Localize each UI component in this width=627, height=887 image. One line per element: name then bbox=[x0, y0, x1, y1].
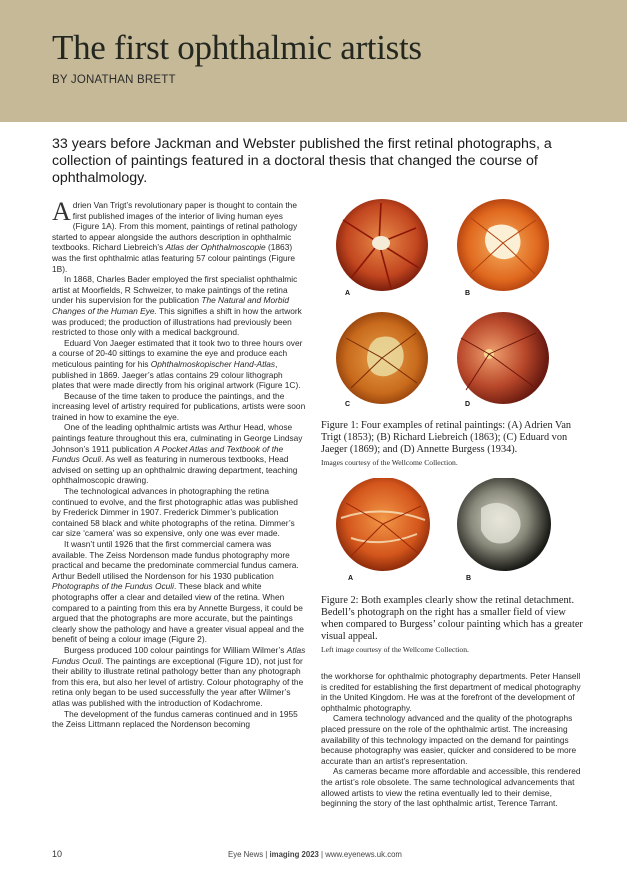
paragraph: Burgess produced 100 colour paintings for William Wilmer’s Atlas Fundus Oculi. The paintings are exceptional (Figure 1D), not just for their ability to illustrate retinal pathology better than any photograph from this era, but also her level of artistry. Colour photography of the retina only began to be used successfully the year after Wilmer’s atlas was published with the introduction of Kodachrome. bbox=[52, 644, 306, 708]
figure-2-label-b: B bbox=[466, 575, 472, 582]
figure-1-credit: Images courtesy of the Wellcome Collection. bbox=[321, 458, 458, 467]
paragraph: One of the leading ophthalmic artists was Arthur Head, whose paintings feature throughout this era, culminating in George Lindsay Johnson’s 1911 publication A Pocket Atlas and Textbook of the Fundus Oculi. As well as featuring in numerous textbooks, Head advised on setting up an ophthalmic drawing department, teaching ophthalmoscopic drawing. bbox=[52, 422, 303, 486]
figure-1-retinal-paintings bbox=[321, 198, 587, 414]
article-title: The first ophthalmic artists bbox=[52, 28, 422, 67]
paragraph: It wasn’t until 1926 that the first commercial camera was available. The Zeiss Nordenson made fundus photography more practical and became the predominate commercial fundus camera. Arthur Bedell utilised the Nordenson for his 1930 publication Photographs of the Fundus Oculi. These black and white photographs offer a clear and detailed view of the retina. When compared to a painting from this era by Annette Burgess, it could be argued that the photographs are more accurate, but the paintings clearly show the pathology and have a greater visual appeal and the benefit of being a colour image (Figure 2). bbox=[52, 539, 304, 645]
paragraph: As cameras became more affordable and accessible, this rendered the artist’s role obsolete. The same technological advancements that allowed artists to view the retina eventually led to their demise, beginning the story of the last ophthalmic artist, Terence Tarrant. bbox=[321, 766, 581, 809]
painting-retinal-detachment bbox=[336, 478, 430, 571]
retina-painting-a bbox=[336, 199, 428, 291]
paragraph: Camera technology advanced and the quality of the photographs placed pressure on the role of the ophthalmic artist. The increasing availability of this technology impacted on the demand for paintings because photography was easier, quicker and considered to be more accurate than an artist’s representation. bbox=[321, 713, 577, 766]
body-column-right bbox=[321, 671, 586, 809]
paragraph: Adrien Van Trigt’s revolutionary paper is thought to contain the first published images of the interior of living human eyes (Figure 1A). From this moment, paintings of retinal pathology started to appear alongside the authors description in ophthalmic textbooks. Richard Liebreich’s Atlas der Ophthalmoscopie (1863) was the first ophthalmic atlas featuring 57 colour paintings (Figure 1B). bbox=[52, 197, 298, 274]
figure-1-label-a: A bbox=[345, 290, 351, 297]
paragraph: The technological advances in photographing the retina continued to evolve, and the first photographic atlas was published by Frederick Dimmer in 1907. Frederick Dimmer’s publication contained 58 black and white photographs of the retina. Dimmer’s car size ‘camera’ was so expensive, only one was ever made. bbox=[52, 486, 298, 539]
body-column-left bbox=[52, 197, 307, 730]
paragraph: In 1868, Charles Bader employed the first specialist ophthalmic artist at Moorfields, R Schweizer, to make paintings of the retina under his supervision for the publication The Natural and Morbid Changes of the Human Eye. This signifies a shift in how the artwork was produced; the production of illustrations had previously been restricted to those only with a medical background. bbox=[52, 274, 302, 338]
standfirst: 33 years before Jackman and Webster published the first retinal photographs, a collection of paintings featured in a doctoral thesis that changed the course of ophthalmology. bbox=[52, 136, 552, 186]
figure-1-label-b: B bbox=[465, 290, 471, 297]
page-number: 10 bbox=[52, 849, 63, 859]
byline: BY JONATHAN BRETT bbox=[52, 74, 176, 86]
figure-2-caption: Figure 2: Both examples clearly show the retinal detachment. Bedell’s photograph on the right has a smaller field of view when compared to Burgess’ colour painting which has a greater visual appeal. Left image courtesy of the Wellcome Collection. bbox=[321, 595, 586, 655]
retina-painting-d bbox=[457, 312, 549, 404]
header-band bbox=[0, 0, 627, 122]
footer-publication-info: Eye News | imaging 2023 | www.eyenews.uk.com bbox=[228, 850, 402, 859]
figure-2-credit: Left image courtesy of the Wellcome Collection. bbox=[321, 645, 469, 654]
figure-1-caption: Figure 1: Four examples of retinal paintings: (A) Adrien Van Trigt (1853); (B) Richard Liebreich (1863); (C) Eduard von Jaeger (1869); and (D) Annette Burgess (1934). Images courtesy of the Wellcome Collection. bbox=[321, 420, 586, 468]
paragraph: Because of the time taken to produce the paintings, and the increasing level of artistry required for publications, artists were soon trained in how to examine the eye. bbox=[52, 390, 306, 422]
figure-1-label-c: C bbox=[345, 401, 351, 408]
figure-2-retinal-detachment bbox=[321, 478, 587, 588]
paragraph: the workhorse for ophthalmic photography departments. Peter Hansell is credited for establishing the first department of medical photography in the United Kingdom. He was at the forefront of the development of ophthalmic photography. bbox=[321, 671, 581, 713]
figure-1-label-d: D bbox=[465, 401, 471, 408]
retina-painting-c bbox=[336, 312, 428, 404]
drop-cap: A bbox=[52, 197, 71, 226]
paragraph: The development of the fundus cameras continued and in 1955 the Zeiss Littmann replaced the Nordenson becoming bbox=[52, 708, 298, 730]
figure-2-label-a: A bbox=[348, 575, 354, 582]
photograph-retinal-detachment bbox=[457, 478, 551, 571]
paragraph: Eduard Von Jaeger estimated that it took two to three hours over a course of 20-40 sittings to examine the eye and produce each meticulous painting for his Ophthalmoskopischer Hand-Atlas, published in 1869. Jaeger’s atlas contains 29 colour lithograph plates that were made directly from his original artwork (Figure 1C). bbox=[52, 337, 303, 391]
retina-painting-b bbox=[457, 199, 549, 291]
